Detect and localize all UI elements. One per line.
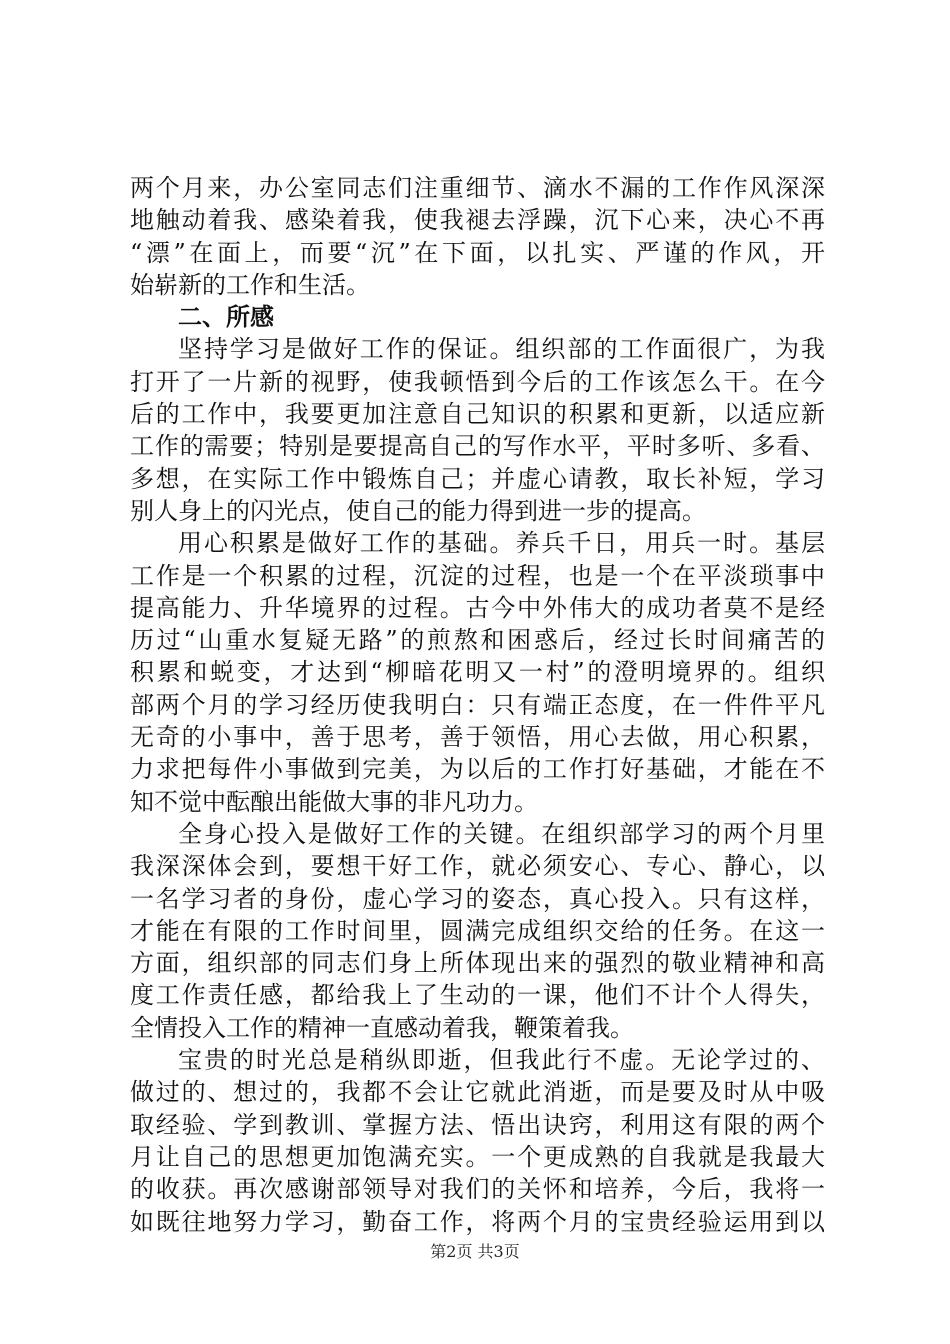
- text-line: 做过的、想过的，我都不会让它就此消逝，而是要及时从中吸: [130, 1078, 825, 1107]
- text-line: 部两个月的学习经历使我明白：只有端正态度，在一件件平凡: [130, 690, 825, 719]
- text-line: 我深深体会到，要想干好工作，就必须安心、专心、静心，以: [130, 852, 825, 881]
- text-line: 两个月来，办公室同志们注重细节、滴水不漏的工作作风深深: [130, 174, 825, 202]
- text-line: 如既往地努力学习，勤奋工作，将两个月的宝贵经验运用到以: [130, 1207, 825, 1236]
- text-line: 度工作责任感，都给我上了生动的一课，他们不计个人得失，: [130, 981, 825, 1010]
- paragraph-first-line: 全身心投入是做好工作的关键。在组织部学习的两个月里: [178, 819, 825, 848]
- text-line: 后的工作中，我要更加注意自己知识的积累和更新，以适应新: [130, 400, 825, 429]
- paragraph-last-line: 别人身上的闪光点，使自己的能力得到进一步的提高。: [130, 496, 706, 525]
- text-line: 提高能力、升华境界的过程。古今中外伟大的成功者莫不是经: [130, 593, 825, 622]
- page-footer: 第2页 共3页: [430, 1242, 520, 1261]
- body-text: [130, 172, 825, 1238]
- paragraph-last-line: 始崭新的工作和生活。: [130, 270, 370, 299]
- text-line: 方面，组织部的同志们身上所体现出来的强烈的敬业精神和高: [130, 949, 825, 978]
- text-line: 月让自己的思想更加饱满充实。一个更成熟的自我就是我最大: [130, 1142, 825, 1171]
- text-line: 才能在有限的工作时间里，圆满完成组织交给的任务。在这一: [130, 916, 825, 945]
- text-line: 一名学习者的身份，虚心学习的姿态，真心投入。只有这样，: [130, 884, 825, 913]
- paragraph-last-line: 全情投入工作的精神一直感动着我，鞭策着我。: [130, 1013, 634, 1042]
- text-line: 多想，在实际工作中锻炼自己；并虚心请教，取长补短，学习: [130, 464, 825, 493]
- text-line: 的收获。再次感谢部领导对我们的关怀和培养，今后，我将一: [130, 1175, 825, 1204]
- text-line: 历过“山重水复疑无路”的煎熬和困惑后，经过长时间痛苦的: [130, 626, 825, 655]
- section-heading: 二、所感: [178, 302, 274, 332]
- text-line: 工作是一个积累的过程，沉淀的过程，也是一个在平淡琐事中: [130, 561, 825, 590]
- text-line: 积累和蜕变，才达到“柳暗花明又一村”的澄明境界的。组织: [130, 658, 825, 687]
- text-line: 打开了一片新的视野，使我顿悟到今后的工作该怎么干。在今: [130, 367, 825, 396]
- paragraph-first-line: 用心积累是做好工作的基础。养兵千日，用兵一时。基层: [178, 529, 825, 558]
- paragraph-first-line: 坚持学习是做好工作的保证。组织部的工作面很广，为我: [178, 335, 825, 364]
- text-line: 地触动着我、感染着我，使我褪去浮躁，沉下心来，决心不再: [130, 206, 825, 235]
- text-line: 无奇的小事中，善于思考，善于领悟，用心去做，用心积累，: [130, 723, 825, 752]
- text-line: 力求把每件小事做到完美，为以后的工作打好基础，才能在不: [130, 755, 825, 784]
- paragraph-last-line: 知不觉中酝酿出能做大事的非凡功力。: [130, 787, 538, 816]
- paragraph-first-line: 宝贵的时光总是稍纵即逝，但我此行不虚。无论学过的、: [178, 1046, 825, 1075]
- text-line: 工作的需要；特别是要提高自己的写作水平，平时多听、多看、: [130, 432, 825, 461]
- text-line: “漂”在面上，而要“沉”在下面，以扎实、严谨的作风，开: [130, 238, 825, 267]
- text-line: 取经验、学到教训、掌握方法、悟出诀窍，利用这有限的两个: [130, 1110, 825, 1139]
